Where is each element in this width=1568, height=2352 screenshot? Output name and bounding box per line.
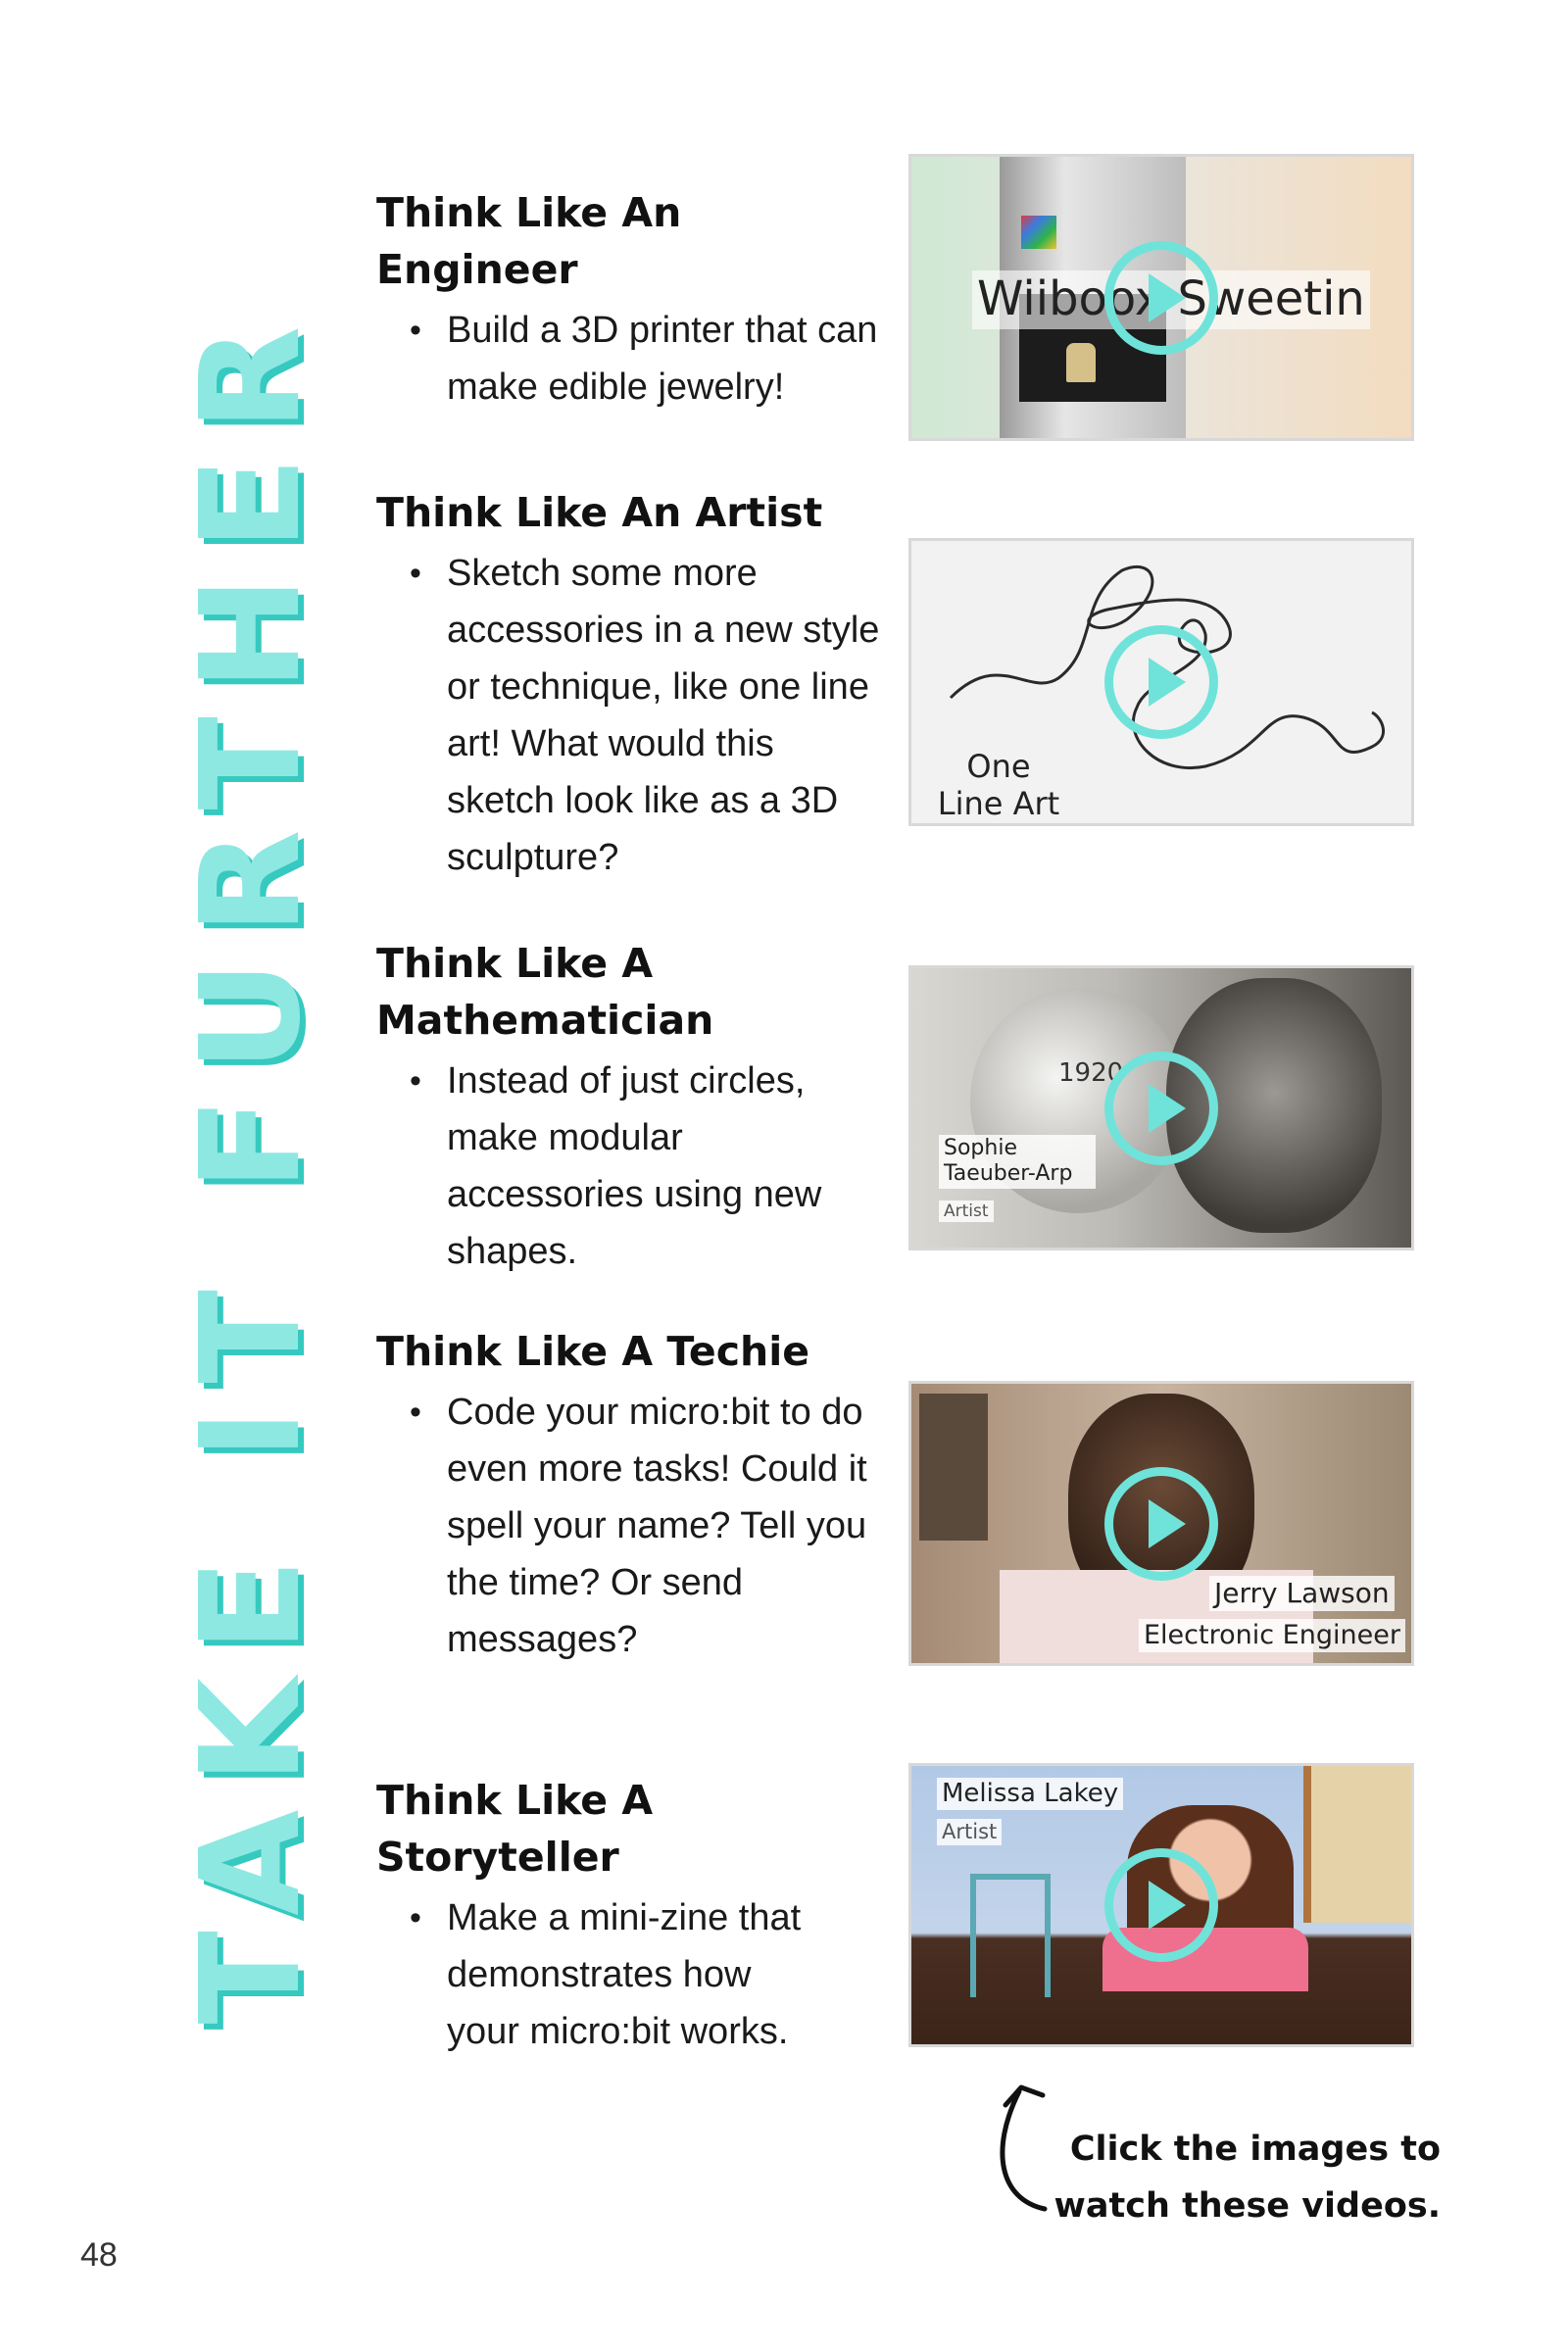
section-techie <box>376 1323 886 1668</box>
bullet-list <box>376 1053 827 1280</box>
take-it-further-title: TAKE IT FURTHER <box>171 300 331 2025</box>
play-icon[interactable] <box>1104 1052 1218 1165</box>
video-caption-role: Artist <box>939 1200 994 1222</box>
play-icon[interactable] <box>1104 1848 1218 1962</box>
video-thumbnail-one-line-art[interactable] <box>911 541 1411 823</box>
play-icon[interactable] <box>1104 1467 1218 1581</box>
section-heading: Think Like A Storyteller <box>376 1777 654 1881</box>
video-caption-name: Melissa Lakey <box>937 1778 1123 1810</box>
bullet-item: • Make a mini-zine that demonstrates how your micro:bit works. <box>376 1889 827 2060</box>
video-caption: One Line Art <box>937 748 1060 823</box>
section-heading: Think Like A Mathematician <box>376 940 714 1044</box>
window-image <box>1303 1766 1411 1923</box>
section-storyteller <box>376 1772 827 2060</box>
page-number: 48 <box>80 2236 118 2274</box>
bullet-list <box>376 1384 886 1668</box>
bullet-item: • Build a 3D printer that can make edible jewelry! <box>376 302 886 416</box>
bullet-item: • Instead of just circles, make modular accessories using new shapes. <box>376 1053 827 1280</box>
bullet-item: • Code your micro:bit to do even more tasks! Could it spell your name? Tell you the time? Or send messages? <box>376 1384 886 1668</box>
video-thumbnail-sophie-taeuber-arp[interactable] <box>911 968 1411 1248</box>
bullet-item: • Sketch some more accessories in a new style or technique, like one line art! What would this sketch look like as a 3D sculpture? <box>376 545 886 886</box>
click-images-note: Click the images to watch these videos. <box>1054 2130 1441 2226</box>
video-caption: Wiiboox Sweetin <box>972 270 1370 329</box>
play-icon[interactable] <box>1104 241 1218 355</box>
bullet-list <box>376 302 886 416</box>
section-artist <box>376 484 886 886</box>
video-caption-name: Jerry Lawson <box>1209 1576 1395 1611</box>
video-caption-role: Electronic Engineer <box>1139 1619 1405 1652</box>
section-mathematician <box>376 935 827 1280</box>
bullet-list <box>376 1889 827 2060</box>
bullet-list <box>376 545 886 886</box>
poster-year: 1920 <box>1058 1058 1124 1088</box>
section-heading: Think Like A Techie <box>376 1328 810 1375</box>
console-image <box>919 1394 988 1541</box>
video-thumbnail-jerry-lawson[interactable] <box>911 1384 1411 1663</box>
chair-image <box>970 1874 1051 1997</box>
video-caption-name: Sophie Taeuber-Arp <box>939 1135 1096 1189</box>
video-thumbnail-melissa-lakey[interactable] <box>911 1766 1411 2044</box>
section-heading: Think Like An Artist <box>376 489 823 536</box>
play-icon[interactable] <box>1104 625 1218 739</box>
section-heading: Think Like An Engineer <box>376 189 682 293</box>
video-caption-role: Artist <box>937 1819 1002 1845</box>
video-thumbnail-3d-printer[interactable] <box>911 157 1411 438</box>
section-engineer <box>376 184 886 416</box>
